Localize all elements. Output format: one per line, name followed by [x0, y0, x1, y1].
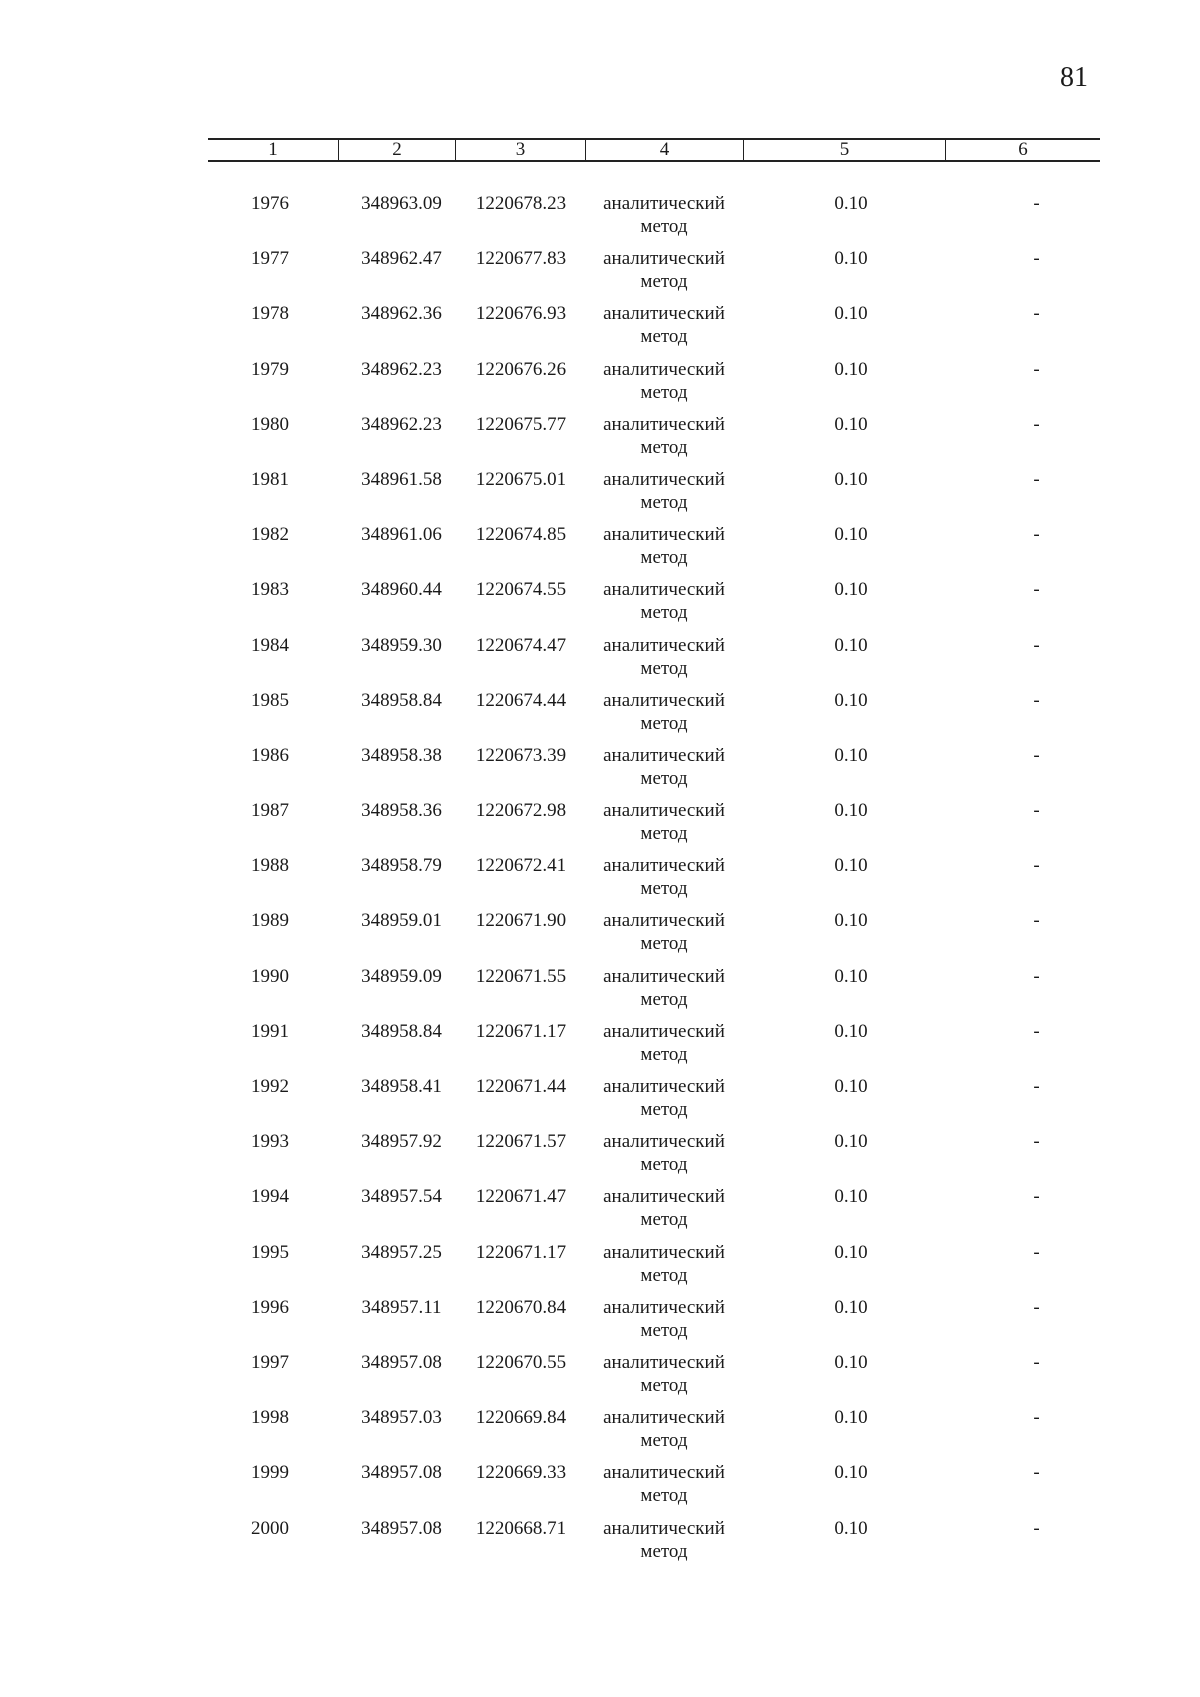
note-cell: - — [1033, 524, 1040, 546]
accuracy-cell: 0.10 — [834, 1076, 868, 1097]
method-line-2: метод — [640, 1540, 688, 1562]
point-number-cell: 2000 — [251, 1517, 289, 1539]
accuracy-cell: 0.10 — [834, 744, 868, 766]
point-number-cell: 1997 — [251, 1351, 289, 1373]
method-line-1: аналитический — [603, 524, 725, 546]
note-cell: - — [1033, 1020, 1040, 1042]
method-line-2: метод — [640, 767, 688, 789]
method-line-2: метод — [640, 878, 688, 900]
method-line-1: аналитический — [603, 800, 725, 822]
note-cell: - — [1033, 579, 1040, 601]
point-number-cell: 1989 — [251, 910, 289, 932]
x-coordinate-cell: 348957.11 — [361, 1296, 442, 1318]
method-cell — [585, 1351, 743, 1406]
table-row — [208, 799, 1100, 854]
accuracy-cell: 0.10 — [834, 468, 868, 490]
method-line-2: метод — [640, 216, 688, 237]
point-number-cell: 1986 — [251, 744, 289, 766]
table-row — [208, 909, 1100, 964]
note-cell: - — [1033, 303, 1040, 325]
method-cell — [585, 302, 743, 357]
method-line-2: метод — [640, 381, 688, 403]
method-cell — [585, 965, 743, 1020]
point-number-cell: 1990 — [251, 965, 289, 987]
coordinates-table — [208, 138, 1100, 1572]
x-coordinate-cell: 348957.54 — [361, 1186, 442, 1208]
method-cell — [585, 854, 743, 909]
accuracy-cell: 0.10 — [834, 303, 868, 325]
accuracy-cell: 0.10 — [834, 1020, 868, 1042]
column-header-6: 6 — [945, 140, 1100, 160]
y-coordinate-cell: 1220671.17 — [475, 1241, 567, 1263]
method-line-1: аналитический — [603, 634, 725, 656]
accuracy-cell: 0.10 — [834, 1351, 868, 1373]
accuracy-cell: 0.10 — [834, 193, 868, 214]
accuracy-cell: 0.10 — [834, 1407, 868, 1429]
table-body — [208, 162, 1100, 1572]
note-cell: - — [1033, 910, 1040, 932]
x-coordinate-cell: 348962.23 — [361, 413, 442, 435]
y-coordinate-cell: 1220676.93 — [475, 303, 567, 325]
point-number-cell: 1991 — [251, 1020, 289, 1042]
y-coordinate-cell: 1220671.47 — [475, 1186, 567, 1208]
table-row — [208, 302, 1100, 357]
x-coordinate-cell: 348960.44 — [361, 579, 442, 601]
table-row — [208, 1296, 1100, 1351]
method-line-1: аналитический — [603, 1076, 725, 1097]
note-cell: - — [1033, 248, 1040, 270]
note-cell: - — [1033, 413, 1040, 435]
method-line-2: метод — [640, 1485, 688, 1507]
method-cell — [585, 799, 743, 854]
method-line-1: аналитический — [603, 1407, 725, 1429]
method-line-1: аналитический — [603, 855, 725, 877]
method-cell — [585, 578, 743, 633]
accuracy-cell: 0.10 — [834, 1186, 868, 1208]
table-row — [208, 1461, 1100, 1516]
method-line-1: аналитический — [603, 689, 725, 711]
method-line-2: метод — [640, 1043, 688, 1065]
x-coordinate-cell: 348958.84 — [361, 1020, 442, 1042]
x-coordinate-cell: 348961.58 — [361, 468, 442, 490]
method-line-1: аналитический — [603, 579, 725, 601]
method-cell — [585, 634, 743, 689]
accuracy-cell: 0.10 — [834, 579, 868, 601]
x-coordinate-cell: 348957.92 — [361, 1131, 442, 1153]
method-line-1: аналитический — [603, 413, 725, 435]
method-line-1: аналитический — [603, 1296, 725, 1318]
x-coordinate-cell: 348957.08 — [361, 1517, 442, 1539]
x-coordinate-cell: 348957.08 — [361, 1462, 442, 1484]
note-cell: - — [1033, 358, 1040, 380]
method-cell — [585, 1241, 743, 1296]
y-coordinate-cell: 1220674.55 — [475, 579, 567, 601]
table-row — [208, 965, 1100, 1020]
method-line-1: аналитический — [603, 1351, 725, 1373]
x-coordinate-cell: 348957.08 — [361, 1351, 442, 1373]
method-cell — [585, 192, 743, 247]
point-number-cell: 1982 — [251, 524, 289, 546]
table-row — [208, 1406, 1100, 1461]
note-cell: - — [1033, 1131, 1040, 1153]
method-line-2: метод — [640, 1154, 688, 1176]
column-header-4: 4 — [585, 140, 743, 160]
accuracy-cell: 0.10 — [834, 1131, 868, 1153]
table-row — [208, 744, 1100, 799]
point-number-cell: 1994 — [251, 1186, 289, 1208]
table-row — [208, 1130, 1100, 1185]
method-line-1: аналитический — [603, 744, 725, 766]
accuracy-cell: 0.10 — [834, 634, 868, 656]
table-row — [208, 192, 1100, 247]
accuracy-cell: 0.10 — [834, 248, 868, 270]
note-cell: - — [1033, 689, 1040, 711]
note-cell: - — [1033, 1351, 1040, 1373]
table-row — [208, 468, 1100, 523]
y-coordinate-cell: 1220669.33 — [475, 1462, 567, 1484]
point-number-cell: 1998 — [251, 1407, 289, 1429]
method-cell — [585, 909, 743, 964]
method-cell — [585, 1461, 743, 1516]
x-coordinate-cell: 348958.38 — [361, 744, 442, 766]
method-line-2: метод — [640, 491, 688, 513]
y-coordinate-cell: 1220671.44 — [475, 1076, 567, 1097]
note-cell: - — [1033, 1186, 1040, 1208]
method-line-2: метод — [640, 933, 688, 955]
point-number-cell: 1983 — [251, 579, 289, 601]
table-row — [208, 523, 1100, 578]
y-coordinate-cell: 1220677.83 — [475, 248, 567, 270]
method-line-1: аналитический — [603, 1186, 725, 1208]
note-cell: - — [1033, 1241, 1040, 1263]
point-number-cell: 1996 — [251, 1296, 289, 1318]
method-line-2: метод — [640, 988, 688, 1010]
point-number-cell: 1978 — [251, 303, 289, 325]
method-line-1: аналитический — [603, 1020, 725, 1042]
method-line-2: метод — [640, 1209, 688, 1231]
note-cell: - — [1033, 1407, 1040, 1429]
method-cell — [585, 1075, 743, 1130]
method-line-1: аналитический — [603, 468, 725, 490]
method-line-1: аналитический — [603, 1517, 725, 1539]
table-row — [208, 634, 1100, 689]
note-cell: - — [1033, 468, 1040, 490]
x-coordinate-cell: 348959.09 — [361, 965, 442, 987]
table-row — [208, 413, 1100, 468]
method-line-2: метод — [640, 1319, 688, 1341]
point-number-cell: 1992 — [251, 1076, 289, 1097]
note-cell: - — [1033, 744, 1040, 766]
method-cell — [585, 468, 743, 523]
y-coordinate-cell: 1220676.26 — [475, 358, 567, 380]
method-cell — [585, 1185, 743, 1240]
x-coordinate-cell: 348959.30 — [361, 634, 442, 656]
method-cell — [585, 1517, 743, 1572]
point-number-cell: 1981 — [251, 468, 289, 490]
page-number: 81 — [1060, 62, 1088, 93]
y-coordinate-cell: 1220675.77 — [475, 413, 567, 435]
point-number-cell: 1993 — [251, 1131, 289, 1153]
accuracy-cell: 0.10 — [834, 413, 868, 435]
method-line-2: метод — [640, 1374, 688, 1396]
x-coordinate-cell: 348962.47 — [361, 248, 442, 270]
table-row — [208, 358, 1100, 413]
point-number-cell: 1976 — [251, 193, 289, 214]
accuracy-cell: 0.10 — [834, 1462, 868, 1484]
table-row — [208, 1517, 1100, 1572]
x-coordinate-cell: 348957.03 — [361, 1407, 442, 1429]
method-line-2: метод — [640, 436, 688, 458]
point-number-cell: 1999 — [251, 1462, 289, 1484]
method-cell — [585, 413, 743, 468]
accuracy-cell: 0.10 — [834, 1241, 868, 1263]
y-coordinate-cell: 1220671.17 — [475, 1020, 567, 1042]
method-cell — [585, 1130, 743, 1185]
note-cell: - — [1033, 193, 1040, 214]
method-line-1: аналитический — [603, 193, 725, 214]
method-line-2: метод — [640, 1099, 688, 1120]
x-coordinate-cell: 348962.23 — [361, 358, 442, 380]
column-header-3: 3 — [455, 140, 585, 160]
x-coordinate-cell: 348958.36 — [361, 800, 442, 822]
accuracy-cell: 0.10 — [834, 689, 868, 711]
x-coordinate-cell: 348959.01 — [361, 910, 442, 932]
table-row — [208, 578, 1100, 633]
table-row — [208, 1075, 1100, 1130]
table-row — [208, 1351, 1100, 1406]
x-coordinate-cell: 348963.09 — [361, 193, 442, 214]
table-row — [208, 854, 1100, 909]
table-row — [208, 1185, 1100, 1240]
point-number-cell: 1979 — [251, 358, 289, 380]
point-number-cell: 1988 — [251, 855, 289, 877]
method-line-1: аналитический — [603, 1462, 725, 1484]
note-cell: - — [1033, 1517, 1040, 1539]
y-coordinate-cell: 1220675.01 — [475, 468, 567, 490]
method-line-2: метод — [640, 271, 688, 293]
y-coordinate-cell: 1220671.57 — [475, 1131, 567, 1153]
method-cell — [585, 689, 743, 744]
method-line-1: аналитический — [603, 248, 725, 270]
method-line-2: метод — [640, 823, 688, 845]
y-coordinate-cell: 1220670.55 — [475, 1351, 567, 1373]
accuracy-cell: 0.10 — [834, 800, 868, 822]
note-cell: - — [1033, 1462, 1040, 1484]
method-line-1: аналитический — [603, 358, 725, 380]
method-cell — [585, 1406, 743, 1461]
method-line-2: метод — [640, 712, 688, 734]
note-cell: - — [1033, 965, 1040, 987]
point-number-cell: 1985 — [251, 689, 289, 711]
point-number-cell: 1977 — [251, 248, 289, 270]
accuracy-cell: 0.10 — [834, 1517, 868, 1539]
y-coordinate-cell: 1220671.55 — [475, 965, 567, 987]
table-row — [208, 689, 1100, 744]
method-line-2: метод — [640, 326, 688, 348]
method-line-2: метод — [640, 602, 688, 624]
method-cell — [585, 358, 743, 413]
point-number-cell: 1995 — [251, 1241, 289, 1263]
method-line-1: аналитический — [603, 1131, 725, 1153]
y-coordinate-cell: 1220674.85 — [475, 524, 567, 546]
y-coordinate-cell: 1220668.71 — [475, 1517, 567, 1539]
note-cell: - — [1033, 800, 1040, 822]
method-line-2: метод — [640, 657, 688, 679]
accuracy-cell: 0.10 — [834, 910, 868, 932]
method-line-1: аналитический — [603, 965, 725, 987]
method-cell — [585, 247, 743, 302]
note-cell: - — [1033, 855, 1040, 877]
y-coordinate-cell: 1220672.41 — [475, 855, 567, 877]
x-coordinate-cell: 348962.36 — [361, 303, 442, 325]
x-coordinate-cell: 348958.41 — [361, 1076, 442, 1097]
x-coordinate-cell: 348958.79 — [361, 855, 442, 877]
method-line-2: метод — [640, 1264, 688, 1286]
table-row — [208, 247, 1100, 302]
y-coordinate-cell: 1220670.84 — [475, 1296, 567, 1318]
method-cell — [585, 744, 743, 799]
method-cell — [585, 1020, 743, 1075]
note-cell: - — [1033, 1296, 1040, 1318]
accuracy-cell: 0.10 — [834, 524, 868, 546]
x-coordinate-cell: 348957.25 — [361, 1241, 442, 1263]
method-line-2: метод — [640, 1430, 688, 1452]
y-coordinate-cell: 1220672.98 — [475, 800, 567, 822]
column-header-1: 1 — [268, 139, 278, 160]
method-line-1: аналитический — [603, 1241, 725, 1263]
method-line-1: аналитический — [603, 303, 725, 325]
method-line-2: метод — [640, 547, 688, 569]
method-cell — [585, 1296, 743, 1351]
accuracy-cell: 0.10 — [834, 358, 868, 380]
point-number-cell: 1987 — [251, 800, 289, 822]
column-header-5: 5 — [743, 140, 945, 160]
y-coordinate-cell: 1220673.39 — [475, 744, 567, 766]
note-cell: - — [1033, 1076, 1040, 1097]
y-coordinate-cell: 1220671.90 — [475, 910, 567, 932]
y-coordinate-cell: 1220674.47 — [475, 634, 567, 656]
table-row — [208, 1241, 1100, 1296]
x-coordinate-cell: 348958.84 — [361, 689, 442, 711]
accuracy-cell: 0.10 — [834, 1296, 868, 1318]
method-cell — [585, 523, 743, 578]
method-line-1: аналитический — [603, 910, 725, 932]
table-row — [208, 1020, 1100, 1075]
accuracy-cell: 0.10 — [834, 965, 868, 987]
note-cell: - — [1033, 634, 1040, 656]
table-header-row — [208, 138, 1100, 162]
y-coordinate-cell: 1220669.84 — [475, 1407, 567, 1429]
point-number-cell: 1980 — [251, 413, 289, 435]
y-coordinate-cell: 1220678.23 — [475, 193, 567, 214]
column-header-2: 2 — [338, 140, 455, 160]
point-number-cell: 1984 — [251, 634, 289, 656]
x-coordinate-cell: 348961.06 — [361, 524, 442, 546]
accuracy-cell: 0.10 — [834, 855, 868, 877]
y-coordinate-cell: 1220674.44 — [475, 689, 567, 711]
